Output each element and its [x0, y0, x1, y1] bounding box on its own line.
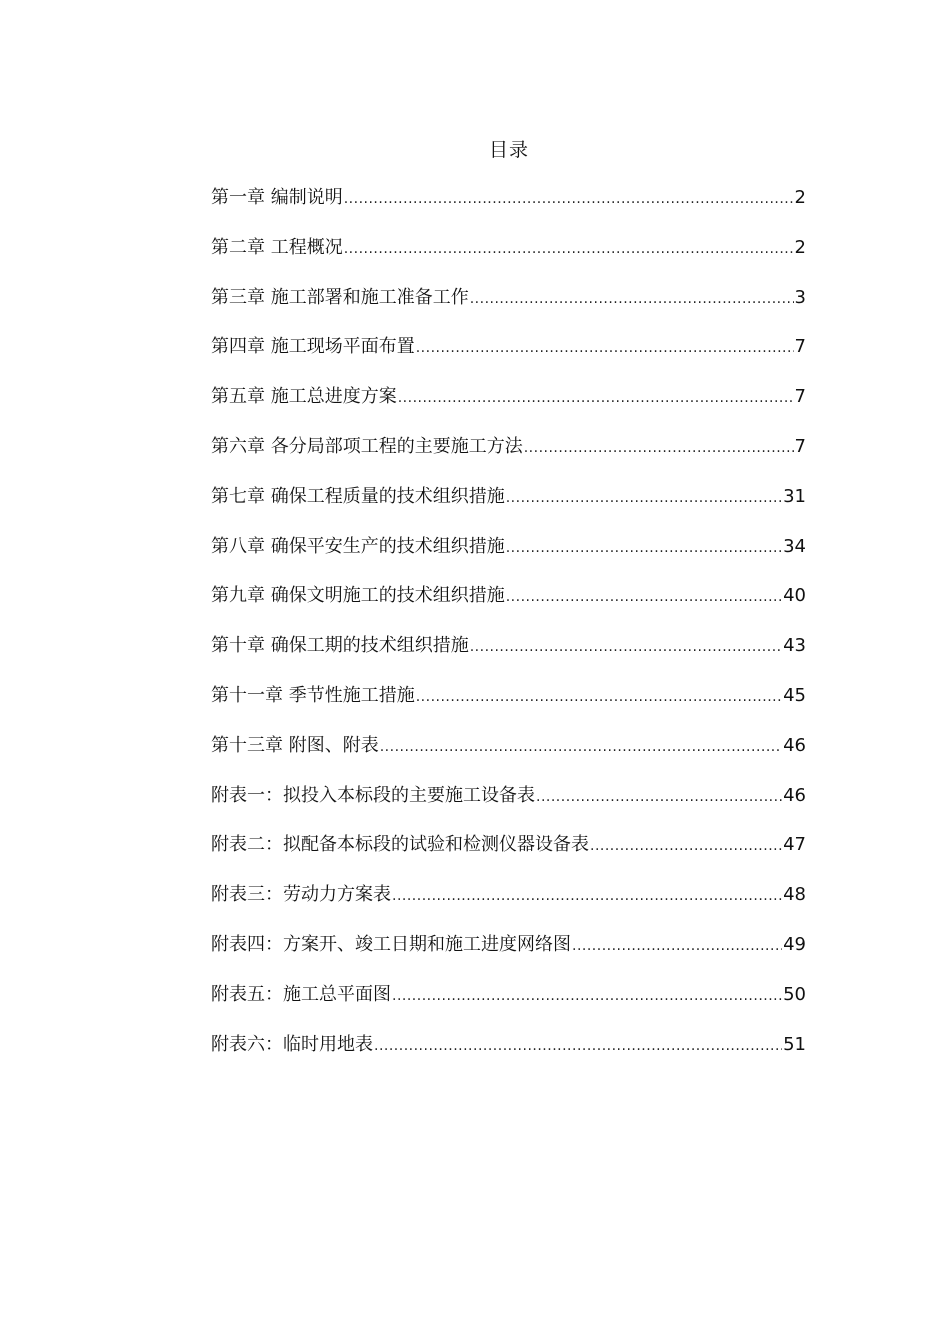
toc-entry-page: 46	[783, 784, 806, 806]
toc-entry-label: 附表六：临时用地表	[211, 1033, 373, 1055]
toc-entry-label: 第十三章 附图、附表	[211, 734, 379, 756]
toc-entry-appendix-2[interactable]	[211, 831, 806, 881]
toc-entry-page: 7	[794, 386, 806, 408]
toc-entry-page: 49	[783, 933, 806, 955]
toc-entry-page: 40	[783, 585, 806, 607]
toc-entry-label: 第三章 施工部署和施工准备工作	[211, 286, 469, 308]
toc-dot-leader	[416, 334, 794, 362]
toc-entry-chapter-11[interactable]	[211, 682, 806, 732]
toc-entry-label: 第一章 编制说明	[211, 187, 343, 208]
toc-entry-label: 附表五：施工总平面图	[211, 983, 391, 1005]
toc-entry-chapter-5[interactable]	[211, 383, 806, 433]
toc-dot-leader	[392, 982, 782, 1010]
toc-dot-leader	[506, 484, 782, 512]
toc-entry-page: 2	[794, 187, 806, 208]
toc-entry-page: 7	[794, 336, 806, 358]
toc-dot-leader	[416, 683, 782, 711]
toc-dot-leader	[470, 285, 794, 313]
toc-dot-leader	[524, 434, 794, 462]
toc-dot-leader	[380, 733, 782, 761]
toc-entry-label: 第十一章 季节性施工措施	[211, 684, 415, 706]
toc-entry-label: 第六章 各分局部项工程的主要施工方法	[211, 435, 523, 457]
toc-list	[211, 184, 806, 1080]
toc-dot-leader	[392, 882, 782, 910]
toc-entry-appendix-1[interactable]	[211, 782, 806, 832]
toc-entry-chapter-9[interactable]	[211, 582, 806, 632]
toc-entry-chapter-4[interactable]	[211, 333, 806, 383]
toc-dot-leader	[572, 932, 782, 960]
toc-entry-label: 第十章 确保工期的技术组织措施	[211, 635, 469, 657]
toc-entry-page: 7	[794, 435, 806, 457]
toc-entry-chapter-8[interactable]	[211, 533, 806, 583]
toc-entry-chapter-6[interactable]	[211, 433, 806, 483]
toc-entry-label: 附表一：拟投入本标段的主要施工设备表	[211, 784, 535, 806]
toc-entry-label: 第八章 确保平安生产的技术组织措施	[211, 535, 505, 557]
toc-entry-chapter-7[interactable]	[211, 483, 806, 533]
toc-entry-chapter-3[interactable]	[211, 284, 806, 334]
toc-entry-page: 31	[783, 485, 806, 507]
toc-dot-leader	[344, 185, 794, 213]
toc-entry-page: 34	[783, 535, 806, 557]
toc-entry-page: 47	[783, 834, 806, 856]
toc-entry-chapter-13[interactable]	[211, 732, 806, 782]
toc-entry-label: 第九章 确保文明施工的技术组织措施	[211, 585, 505, 607]
toc-title: 目录	[488, 139, 529, 161]
toc-entry-appendix-4[interactable]	[211, 931, 806, 981]
toc-dot-leader	[506, 534, 782, 562]
toc-entry-page: 48	[783, 884, 806, 906]
toc-entry-page: 46	[783, 734, 806, 756]
toc-entry-label: 附表二：拟配备本标段的试验和检测仪器设备表	[211, 834, 589, 856]
toc-dot-leader	[470, 633, 782, 661]
toc-entry-chapter-1[interactable]	[211, 184, 806, 234]
toc-entry-label: 第二章 工程概况	[211, 236, 343, 258]
toc-entry-page: 45	[783, 684, 806, 706]
toc-dot-leader	[398, 384, 794, 412]
toc-entry-page: 3	[794, 286, 806, 308]
toc-dot-leader	[590, 832, 782, 860]
toc-entry-appendix-5[interactable]	[211, 981, 806, 1031]
toc-entry-label: 附表四：方案开、竣工日期和施工进度网络图	[211, 933, 571, 955]
toc-entry-page: 43	[783, 635, 806, 657]
toc-entry-label: 第四章 施工现场平面布置	[211, 336, 415, 358]
toc-dot-leader	[536, 783, 782, 811]
toc-entry-page: 2	[794, 236, 806, 258]
toc-entry-page: 51	[783, 1033, 806, 1055]
toc-entry-appendix-3[interactable]	[211, 881, 806, 931]
toc-dot-leader	[506, 583, 782, 611]
toc-entry-appendix-6[interactable]	[211, 1031, 806, 1081]
toc-dot-leader	[374, 1032, 782, 1060]
toc-dot-leader	[344, 235, 794, 263]
toc-entry-label: 附表三：劳动力方案表	[211, 884, 391, 906]
toc-entry-page: 50	[783, 983, 806, 1005]
toc-entry-chapter-10[interactable]	[211, 632, 806, 682]
toc-entry-chapter-2[interactable]	[211, 234, 806, 284]
toc-entry-label: 第五章 施工总进度方案	[211, 386, 397, 408]
toc-entry-label: 第七章 确保工程质量的技术组织措施	[211, 485, 505, 507]
